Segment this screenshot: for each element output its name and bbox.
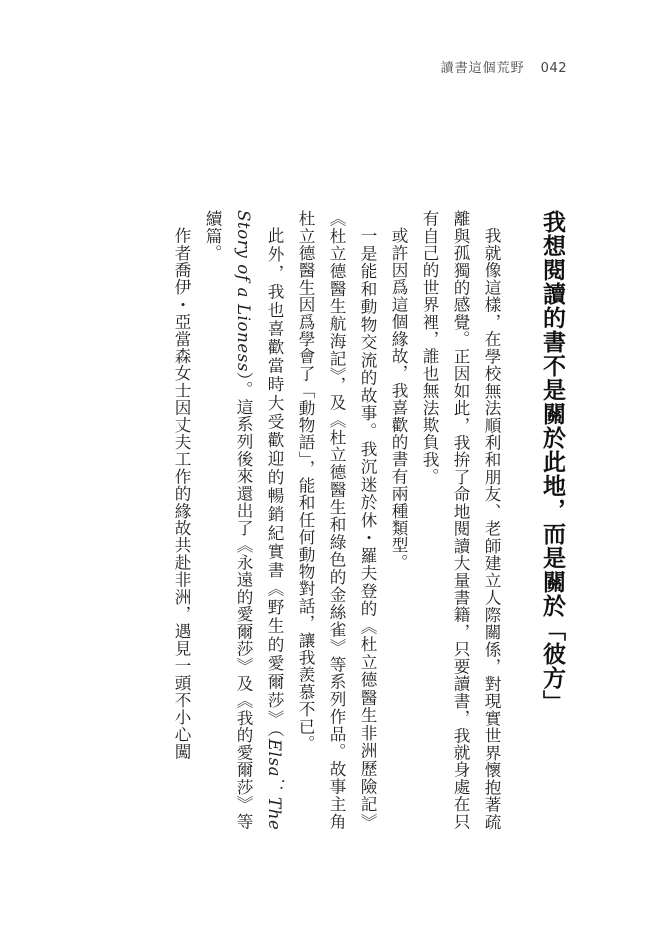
- running-header: [441, 57, 567, 76]
- paragraph-4-text-after: ）。這系列後來還出了《永遠的愛爾莎》及《我的愛爾莎》等續篇。: [203, 210, 253, 830]
- paragraph-4: [197, 210, 290, 830]
- vertical-text-body: [127, 210, 567, 830]
- paragraph-1: 我就像這樣，在學校無法順利和朋友、老師建立人際關係，對現實世界懷抱著疏離與孤獨的感覺。正因如此，我拚了命地閱讀大量書籍，只要讀書，我就身處在只有自己的世界裡，誰也無法欺負我。: [420, 210, 501, 830]
- page-number: 042: [540, 61, 567, 76]
- paragraph-4-english-title: Elsa：The Story of a Lioness: [234, 210, 284, 830]
- chapter-heading: 我想閱讀的書不是關於此地，而是關於「彼方」: [539, 210, 565, 714]
- paragraph-3: 一是能和動物交流的故事。我沉迷於休・羅夫登的《杜立德醫生非洲歷險記》《杜立德醫生航海記》，及《杜立德醫生和綠色的金絲雀》等系列作品。故事主角杜立德醫生因爲學會了「動物語」，能和任何動物對話，讓我羨慕不已。: [296, 210, 377, 830]
- paragraph-2: 或許因爲這個緣故，我喜歡的書有兩種類型。: [389, 226, 408, 571]
- paragraph-5: 作者喬伊・亞當森女士因丈夫工作的緣故共赴非洲，遇見一頭不小心闖: [172, 226, 191, 760]
- book-title: 讀書這個荒野: [440, 61, 525, 76]
- paragraph-4-text-before: 此外，我也喜歡當時大受歡迎的暢銷紀實書《野生的愛爾莎》（: [265, 226, 284, 739]
